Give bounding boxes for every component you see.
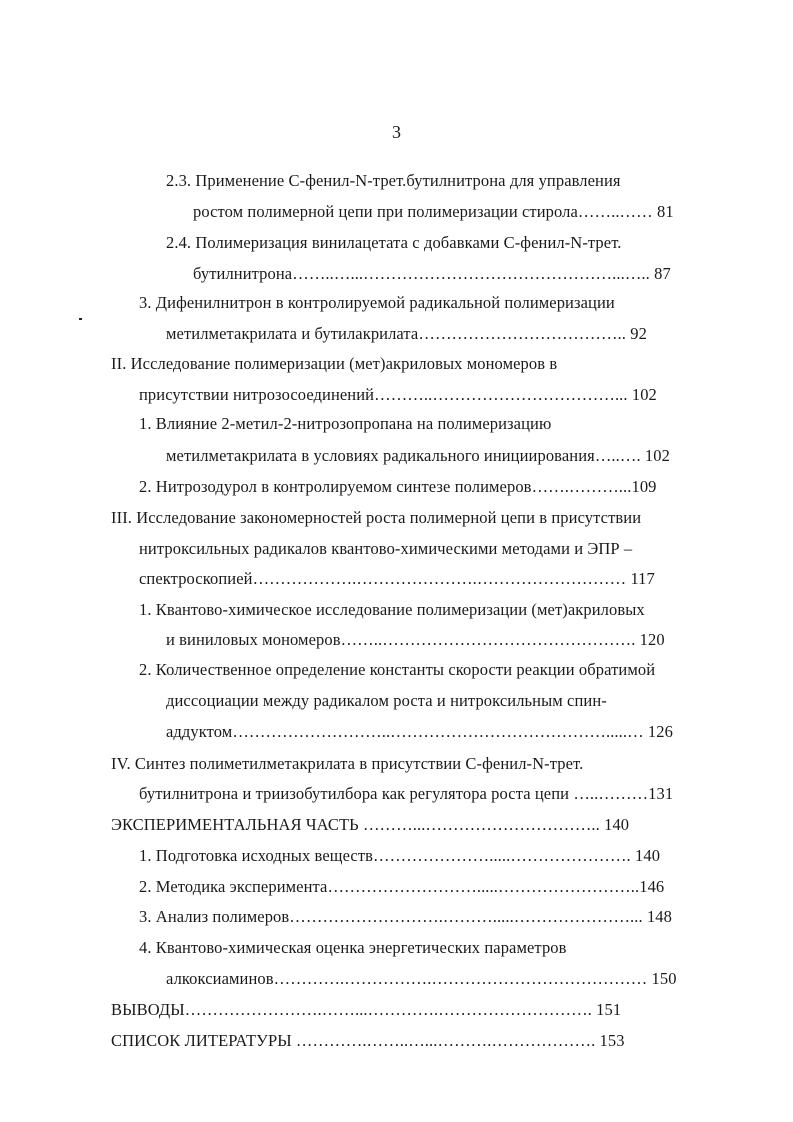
toc-line: IV. Синтез полиметилметакрилата в присутствии С-фенил-N-трет.: [111, 754, 584, 773]
toc-line: СПИСОК ЛИТЕРАТУРЫ ………….……..…...……….………………. 153: [111, 1031, 625, 1050]
toc-line: 3. Дифенилнитрон в контролируемой радикальной полимеризации: [139, 293, 615, 312]
toc-line: алкоксиаминов………….…………….………………………………… 150: [166, 969, 677, 988]
toc-line: ВЫВОДЫ…………………….……...………….………………………. 151: [111, 1000, 622, 1019]
toc-line: II. Исследование полимеризации (мет)акриловых мономеров в: [111, 354, 558, 373]
toc-line: бутилнитрона и триизобутилбора как регулятора роста цепи …..………131: [139, 784, 674, 803]
toc-line: III. Исследование закономерностей роста полимерной цепи в присутствии: [111, 508, 642, 527]
toc-line: нитроксильных радикалов квантово-химическими методами и ЭПР –: [139, 539, 633, 558]
toc-line: диссоциации между радикалом роста и нитроксильным спин-: [166, 691, 607, 710]
toc-line: 2.4. Полимеризация винилацетата с добавками С-фенил-N-трет.: [166, 233, 622, 252]
toc-line: ЭКСПЕРИМЕНТАЛЬНАЯ ЧАСТЬ ………...………………………….. 140: [111, 815, 630, 834]
toc-line: 3. Анализ полимеров……………………….……….....…………………... 148: [139, 907, 673, 926]
toc-line: и виниловых мономеров……..………………………………………. 120: [166, 630, 665, 649]
stray-mark: [79, 318, 82, 320]
toc-line: присутствии нитрозосоединений………..……………………………... 102: [139, 385, 657, 404]
toc-line: ростом полимерной цепи при полимеризации стирола……..…… 81: [193, 202, 674, 221]
toc-line: 1. Влияние 2-метил-2-нитрозопропана на полимеризацию: [139, 414, 552, 433]
toc-line: метилметакрилата в условиях радикального инициирования…..…. 102: [166, 446, 670, 465]
toc-line: 2. Методика эксперимента……………………….....……………………..146: [139, 877, 665, 896]
toc-line: 2. Количественное определение константы скорости реакции обратимой: [139, 660, 656, 679]
toc-line: 2.3. Применение С-фенил-N-трет.бутилнитрона для управления: [166, 171, 621, 190]
toc-line: бутилнитрона……..…...………………………………………...….. 87: [193, 264, 671, 283]
toc-line: 4. Квантово-химическая оценка энергетических параметров: [139, 938, 567, 957]
toc-line: 1. Подготовка исходных веществ………………….....…………………. 140: [139, 846, 661, 865]
toc-line: аддуктом………………………..………………………………….....… 126: [166, 722, 673, 741]
toc-line: метилметакрилата и бутилакрилата……………………………….. 92: [166, 324, 647, 343]
toc-line: 1. Квантово-химическое исследование полимеризации (мет)акриловых: [139, 600, 645, 619]
page-number: 3: [392, 122, 401, 142]
toc-line: 2. Нитрозодурол в контролируемом синтезе полимеров…….………...109: [139, 477, 657, 496]
toc-line: спектроскопией……………….………………….……………………… 117: [139, 569, 655, 588]
